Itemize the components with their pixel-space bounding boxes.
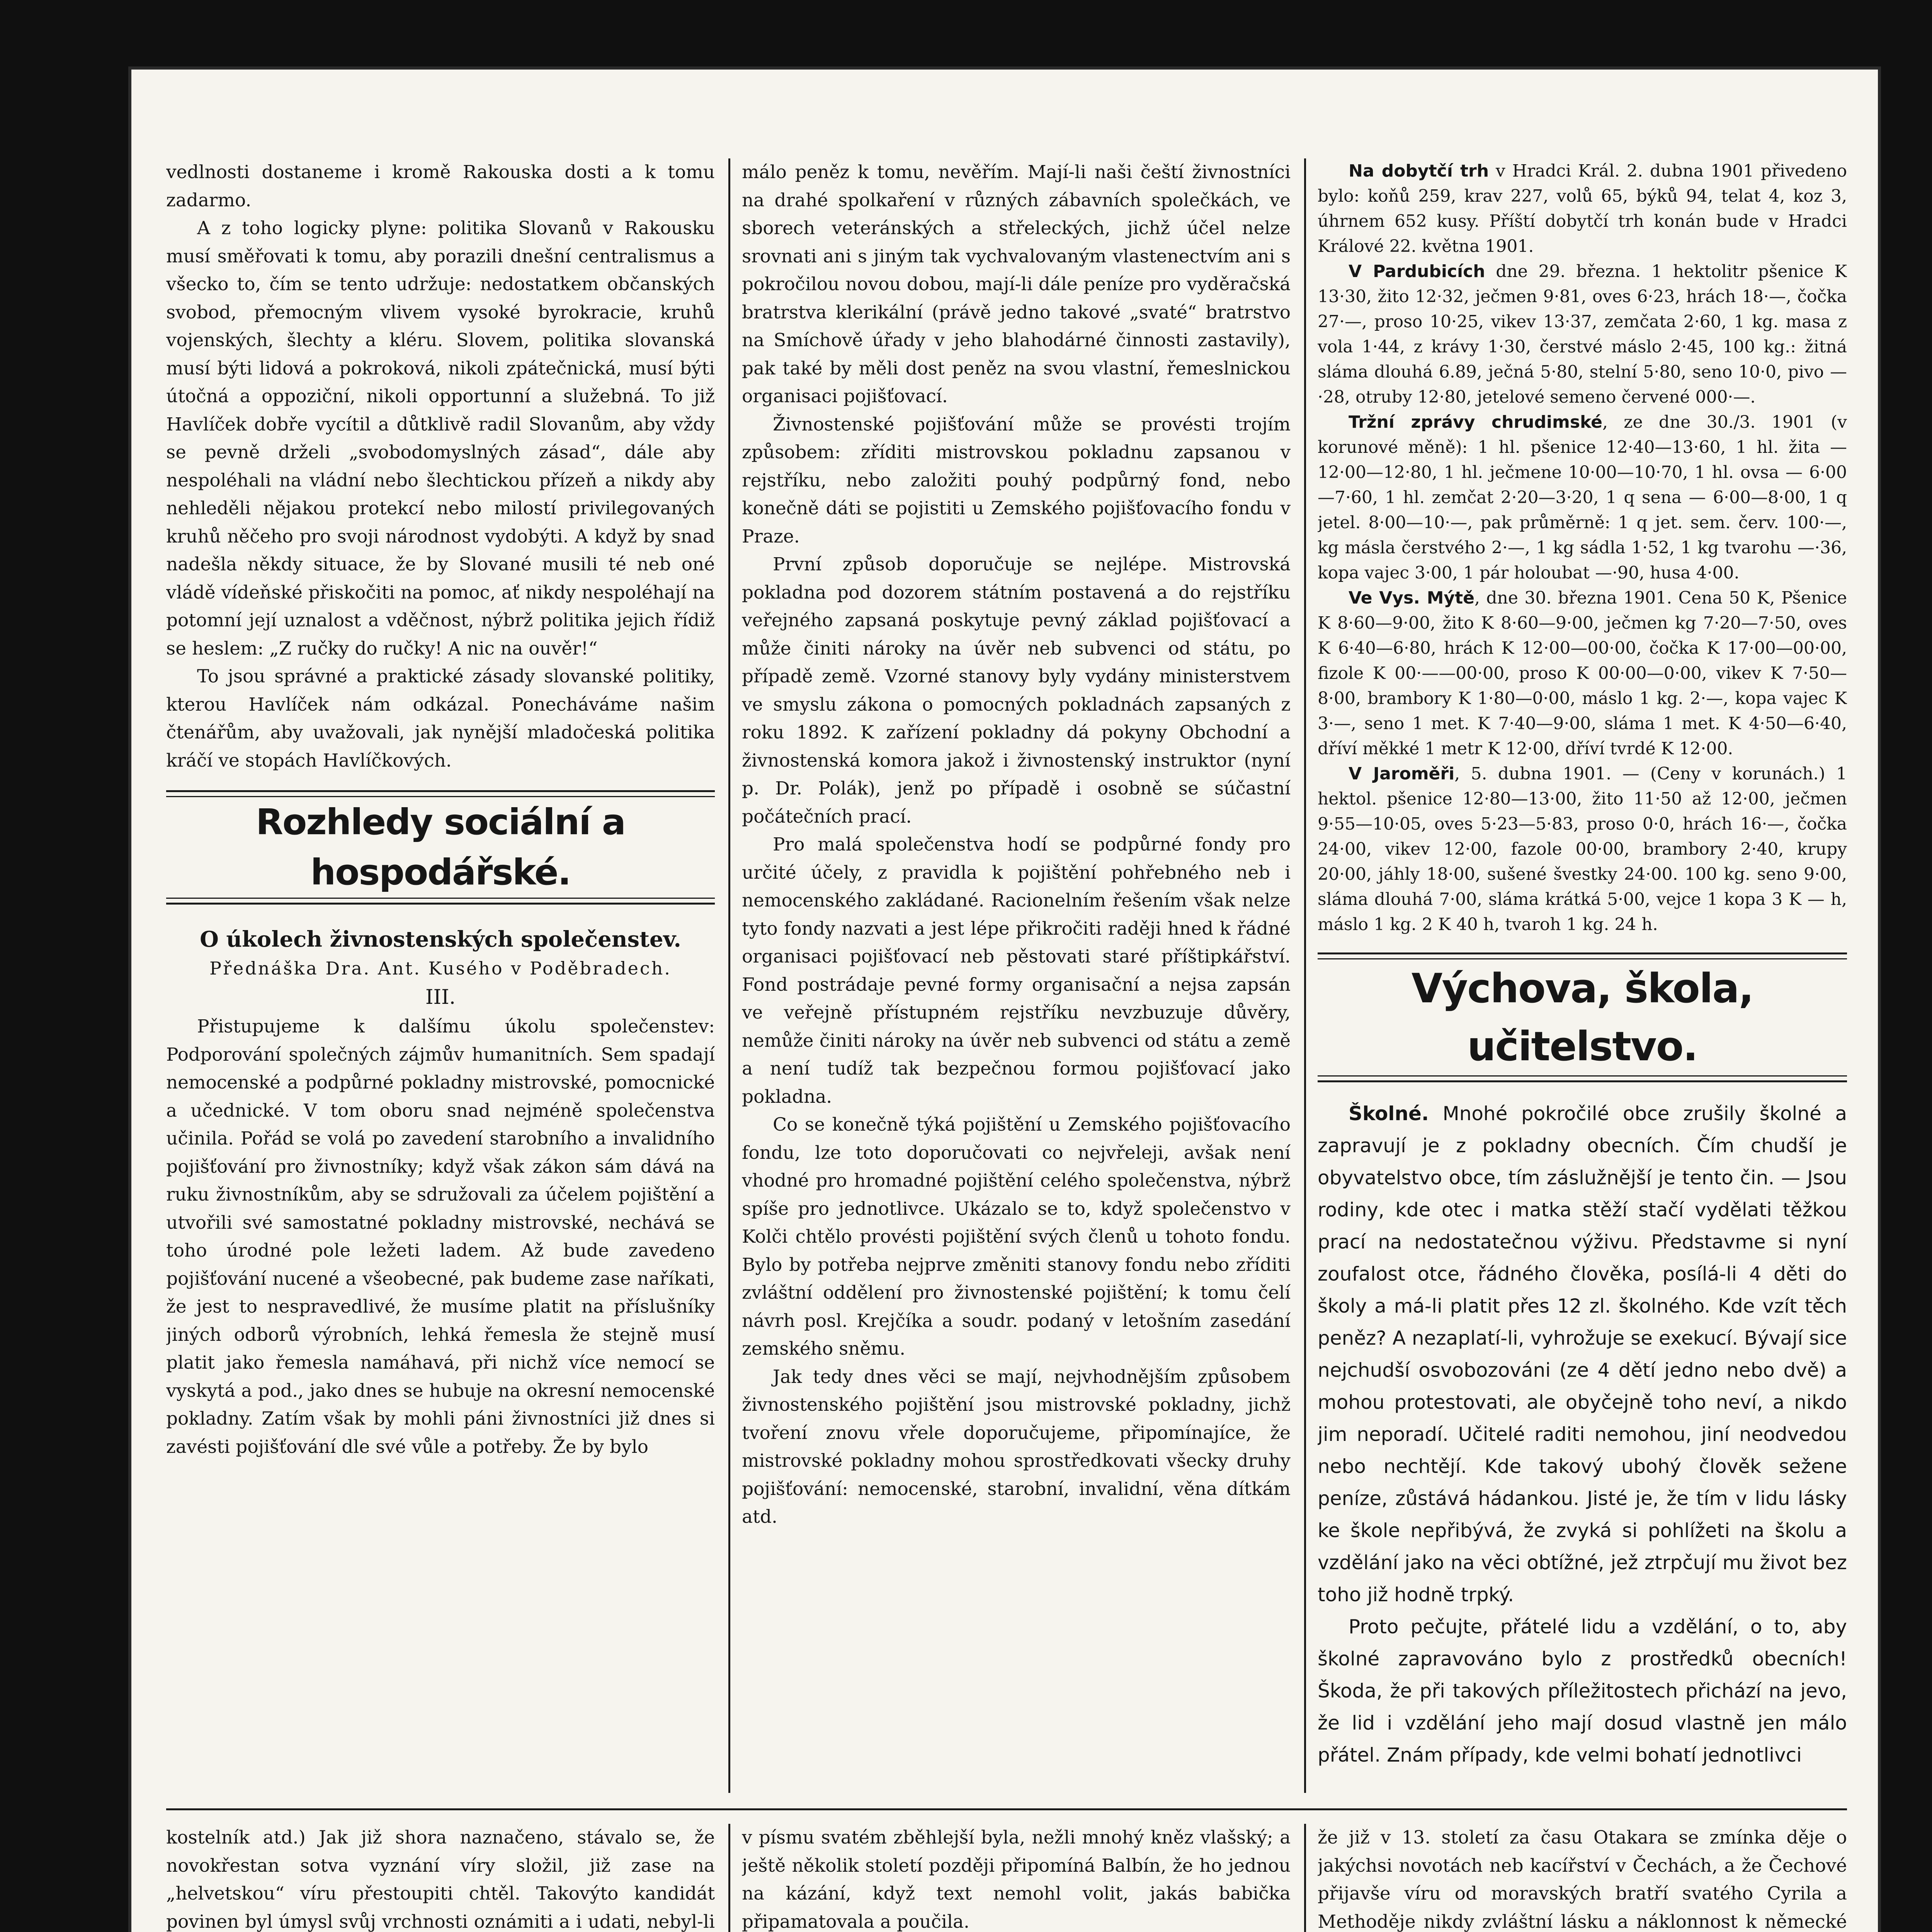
paragraph: kostelník atd.) Jak již shora naznačeno, stávalo se, že novokřestan sotva vyznání víry složil, již zase na „helvetskou“ víru přestoupiti chtěl. Takovýto kandidát povinen byl úmysl svůj vrchnosti oznámiti a i udati, nebyl-li (166, 1827, 715, 1932)
section-divider (166, 796, 715, 797)
paragraph: vedlnosti dostaneme i kromě Rakouska dosti a k tomu zadarmo. (166, 162, 715, 211)
column-3-bottom (1318, 1824, 1847, 1932)
section-heading: Rozhledy sociální a hospodářské. (256, 801, 625, 893)
market-report: V Jaroměři, 5. dubna 1901. — (Ceny v korunách.) 1 hektol. pšenice 12·80—13·00, žito 11·50 až 12·00, ječmen 9·55—10·05, oves 5·23—5·83, proso 0·0, hrách 16·—, čočka 24·00, vikev 12·00, fazole 00·00, brambory 2·40, krupy 20·00, jáhly 18·00, sušené švestky 24·00. 100 kg. seno 9·00, sláma dlouhá 7·00, sláma krátká 5·00, vejce 1 kopa 3 K — h, máslo 1 kg. 2 K 40 h, tvaroh 1 kg. 24 h. (1318, 764, 1847, 934)
market-report-lead: V Pardubicích (1349, 262, 1485, 281)
column-1-top (166, 158, 715, 1793)
market-report: Na dobytčí trh v Hradci Král. 2. dubna 1901 přivedeno bylo: koňů 259, krav 227, volů 65, býků 94, telat 4, koz 3, úhrnem 652 kusy. Příští dobytčí trh konán bude v Hradci Králové 22. května 1901. (1318, 161, 1847, 256)
section-divider (1318, 952, 1847, 954)
paragraph: Co se konečně týká pojištění u Zemského pojišťovacího fondu, lze toto doporučovati co nejvřeleji, avšak není vhodné pro hromadné pojištění celého společenstva, nýbrž spíše pro jednotlivce. Ukázalo se to, když společenstvo v Kolči chtělo provésti pojištění svých členů u tohoto fondu. Bylo by potřeba nejprve změniti stanovy fondu nebo zříditi zvláštní oddělení pro živnostenské pojištění; k tomu čelí návrh posl. Krejčíka a soudr. podaný v letošním zasedání zemského sněmu. (742, 1114, 1291, 1359)
market-reports (1318, 158, 1847, 937)
paragraph: A z toho logicky plyne: politika Slovanů v Rakousku musí směřovati k tomu, aby porazili dnešní centralismus a všecko to, čím se tento udržuje: nedostatkem občanských svobod, přemocným vlivem vysoké byrokracie, kruhů vojenských, šlechty a kléru. Slovem, politika slovanská musí býti lidová a pokroková, nikoli zpátečnická, musí býti útočná a oppoziční, nikoli opportunní a služebná. To již Havlíček dobře vycítil a důtklivě radil Slovanům, aby vždy se pevně drželi „svobodomyslných zásad“, dále aby nespoléhali na vládní nebo šlechtickou přízeň a nikdy aby nehleděli nějakou protekcí nebo milostí privilegovaných kruhů něčeho pro svoji národnost vydobýti. A když by snad nadešla někdy situace, že by Slované musili té neb oné vládě vídeňské přiskočiti na pomoc, ať nikdy nespoléhají na potomní její uznalost a vděčnost, nýbrž politika jejich řídiž se heslem: „Z ručky do ručky! A nic na ouvěr!“ (166, 218, 715, 659)
market-report-lead: Tržní zprávy chrudimské (1349, 412, 1602, 432)
column-3-top (1318, 158, 1847, 1793)
column-2-top (742, 158, 1291, 1793)
paragraph: Jak tedy dnes věci se mají, nejvhodnějším způsobem živnostenského pojištění jsou mistrovské pokladny, jichž tvoření znovu vřele doporučujeme, připomínajíce, že mistrovské pokladny mohou sprostředkovati všecky druhy pojišťování: nemocenské, starobní, invalidní, věna dítkám atd. (742, 1366, 1291, 1527)
article-byline: Přednáška Dra. Ant. Kusého v Poděbradech. (209, 958, 672, 979)
paragraph: Proto pečujte, přátelé lidu a vzdělání, o to, aby školné zapravováno bylo z prostředků obecních! Škoda, že při takových příležitostech přichází na jevo, že lid i vzdělání jeho mají dosud vlastně jen málo přátel. Znám případy, kde velmi bohatí jednotlivci (1318, 1616, 1847, 1766)
paragraph: že již v 13. století za času Otakara se zmínka děje o jakýchsi novotách neb kacířství v Čechách, a že Čechové přijavše víru od moravských bratří svatého Cyrila a Methoděje nikdy zvláštní lásku a náklonnost k německé (1318, 1827, 1847, 1932)
article-part-number: III. (425, 986, 456, 1009)
column-rule (728, 158, 730, 1793)
column-rule (1304, 158, 1306, 1793)
market-report-lead: Ve Vys. Mýtě (1349, 588, 1475, 608)
paragraph: Přistupujeme k dalšímu úkolu společenstev: Podporování společných zájmův humanitních. Sem spadají nemocenské a podpůrné pokladny mistrovské, pomocnické a učednické. V tom oboru snad nejméně společenstva učinila. Pořád se volá po zavedení starobního a invalidního pojišťování pro živnostníky; když však zákon sám dává na ruku živnostníkům, aby se sdružovali za účelem pojištění a utvořili své samostatné pokladny mistrovské, nechává se toho úrodné pole ležeti ladem. Až bude zavedeno pojišťování nucené a všeobecné, pak budeme zase naříkati, že jest to nespravedlivé, že musíme platit na příslušníky jiných odborů výrobních, lehká řemesla že stejně musí platit jako řemesla namáhavá, při nichž více nemocí se vyskytá a pod., jako dnes se hubuje na okresní nemocenské pokladny. Zatím však by mohli páni živnostníci již dnes si zavésti pojišťování dle své vůle a potřeby. Že by bylo (166, 1016, 715, 1458)
paragraph: málo peněz k tomu, nevěřím. Mají-li naši čeští živnostníci na drahé spolkaření v různých zábavních společkách, ve sborech veteránských a střeleckých, jichž účel nelze srovnati ani s jiným tak vychvalovaným vlastenectvím ani s pokročilou novou dobou, mají-li dále peníze pro vyděračská bratrstva klerikální (právě jedno takové „svaté“ bratrstvo na Smíchově úřady v jeho blahodárné činnosti zastavily), pak také by měli dost peněz na svou vlastní, řemeslnickou organisaci pojišťovací. (742, 162, 1291, 407)
paragraph: Školné. Mnohé pokročilé obce zrušily školné a zapravují je z pokladny obecních. Čím chudší je obyvatelstvo obce, tím záslužnější je tento čin. — Jsou rodiny, kde otec i matka stěží stačí vydělati těžkou prací na nedostatečnou výživu. Představme si nyní zoufalost otce, řádného člověka, posílá-li 4 děti do školy a má-li platit přes 12 zl. školného. Kde vzít těch peněz? A nezaplatí-li, vyhrožuje se exekucí. Bývají sice nejchudší osvobozováni (ze 4 dětí jedno nebo dvě) a mohou protestovati, ale obyčejně toho neví, a nikdo jim neporadí. Učitelé raditi nemohou, jiní neodvedou nebo nechtějí. Kde takový ubohý člověk sežene peníze, zůstává hádankou. Jisté je, že tím v lidu lásky ke škole nepřibývá, že zvyká si pohlížeti na školu a vzdělání jako na věci obtížné, jež ztrpčují mu život bez toho již hodně trpký. (1318, 1102, 1847, 1606)
column-rule (728, 1824, 730, 1932)
paragraph: První způsob doporučuje se nejlépe. Mistrovská pokladna pod dozorem státním postavená a do rejstříku veřejného zapsaná poskytuje pevný základ pojišťovací a může činiti nároky na úvěr neb subvenci od státu, po případě země. Vzorné stanovy byly vydány ministerstvem ve smyslu zákona o pomocných pokladnách zapsaných z roku 1892. K zařízení pokladny dá pokyny Obchodní a živnostenská komora jakož i živnostenský instruktor (nyní p. Dr. Polák), jenž po případě i osobně se súčastní počátečních prací. (742, 554, 1291, 827)
article-title: O úkolech živnostenských společenstev. (200, 927, 681, 952)
paragraph: To jsou správné a praktické zásady slovanské politiky, kterou Havlíček nám odkázal. Ponecháváme našim čtenářům, aby uvažovali, jak nynější mladočeská politika kráčí ve stopách Havlíčkových. (166, 666, 715, 771)
paragraph: v písmu svatém zběhlejší byla, nežli mnohý kněz vlašský; a ještě několik století později připomíná Balbín, že ho jednou na kázání, když text nemohl volit, jakás babička připamatovala a poučila. (742, 1827, 1291, 1932)
section-heading: Výchova, škola, učitelstvo. (1411, 965, 1753, 1070)
column-rule (1304, 1824, 1306, 1932)
paragraph: Živnostenské pojišťování může se provésti trojím způsobem: zříditi mistrovskou pokladnu zapsanou v rejstříku, nebo založiti pouhý podpůrný fond, nebo konečně dáti se pojistiti u Zemského pojišťovacího fondu v Praze. (742, 413, 1291, 547)
market-report-lead: V Jaroměři (1349, 764, 1455, 784)
section-divider (1318, 958, 1847, 959)
newspaper-page (131, 70, 1878, 1932)
column-2-bottom (742, 1824, 1291, 1932)
column-1-bottom (166, 1824, 715, 1932)
section-divider (166, 903, 715, 905)
section-divider (1318, 1080, 1847, 1082)
market-report: Tržní zprávy chrudimské, ze dne 30./3. 1901 (v korunové měně): 1 hl. pšenice 12·40—13·60, 1 hl. žita — 12·00—12·80, 1 hl. ječmene 10·00—10·70, 1 hl. ovsa — 6·00—7·60, 1 hl. zemčat 2·20—3·20, 1 q sena — 6·00—8·00, 1 q jetel. 8·00—10·—, pak průměrně: 1 q jet. sem. červ. 100·—, kg másla čerstvého 2·—, 1 kg sádla 1·52, 1 kg tvarohu —·36, kopa vajec 3·00, 1 pár holoubat —·90, husa 4·00. (1318, 412, 1847, 583)
market-report: V Pardubicích dne 29. března. 1 hektolitr pšenice K 13·30, žito 12·32, ječmen 9·81, oves 6·23, hrách 18·—, čočka 27·—, proso 10·25, vikev 13·37, zemčata 2·60, 1 kg. masa z vola 1·44, z krávy 1·30, čerstvé máslo 2·45, 100 kg.: žitná sláma dlouhá 6.89, ječná 5·80, stelní 5·80, seno 10·0, pivo —·28, otruby 12·80, jetelové semeno červené 000·—. (1318, 262, 1847, 407)
section-divider (1318, 1075, 1847, 1077)
page-divider (166, 1808, 1847, 1810)
section-divider (166, 898, 715, 899)
school-article (1318, 1098, 1847, 1771)
paragraph: Pro malá společenstva hodí se podpůrné fondy pro určité účely, z pravidla k pojištění pohřebného neb i nemocenského zakládané. Racionelním řešením však nelze tyto fondy nazvati a jest lépe přikročiti raději hned k řádné organisaci pojišťovací neb pěstovati staré příštipkářství. Fond postrádaje pevné formy organisační a nejsa zapsán ve veřejně přístupném rejstříku nevzbuzuje důvěry, nemůže činiti nároky na úvěr neb subvenci od státu a země a není tudíž tak bezpečnou formou pojišťovací jako pokladna. (742, 834, 1291, 1107)
section-divider (166, 790, 715, 792)
school-article-lead: Školné. (1349, 1102, 1429, 1125)
market-report-lead: Na dobytčí trh (1349, 161, 1489, 181)
market-report: Ve Vys. Mýtě, dne 30. března 1901. Cena 50 K, Pšenice K 8·60—9·00, žito K 8·60—9·00, ječmen kg 7·20—7·50, oves K 6·40—6·80, hrách K 12·00—00·00, čočka K 17·00—00·00, fizole K 00·——00·00, proso K 00·00—0·00, vikev K 7·50—8·00, brambory K 1·80—0·00, máslo 1 kg. 2·—, kopa vajec K 3·—, seno 1 met. K 7·40—9·00, sláma 1 met. K 4·50—6·40, dříví měkké 1 metr K 12·00, dříví tvrdé K 12·00. (1318, 588, 1847, 759)
